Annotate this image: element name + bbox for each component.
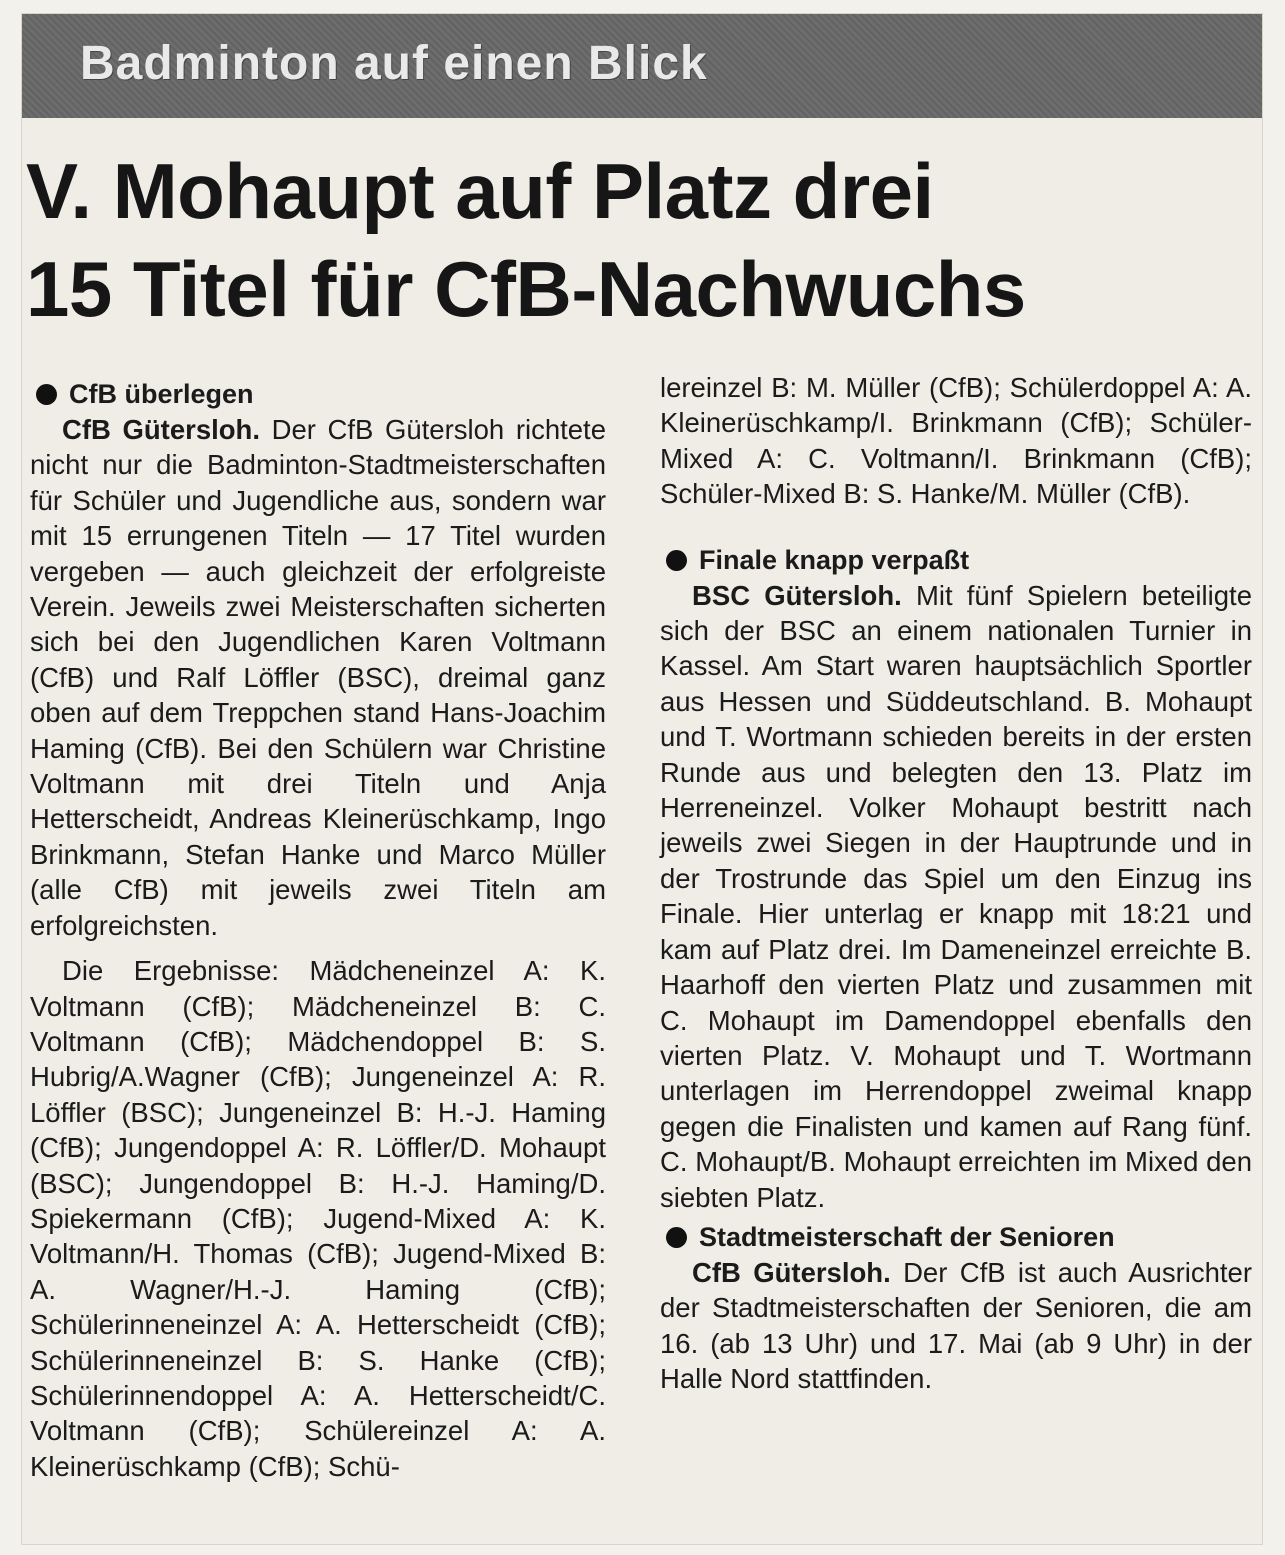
bullet-icon xyxy=(36,384,57,405)
dateline: CfB Gütersloh. xyxy=(62,414,260,445)
results-paragraph: Die Ergebnisse: Mädcheneinzel A: K. Voltmann (CfB); Mädcheneinzel B: C. Voltmann (CfB); Mädchendoppel B: S. Hubrig/A.Wagner (CfB); Jungeneinzel A: R. Löffler (BSC); Jungeneinzel B: H.-J. Haming (CfB); Jungendoppel A: R. Löffler/D. Mohaupt (BSC); Jungendoppel B: H.-J. Haming/D. Spiekermann (CfB); Jugend-Mixed A: K. Voltmann/H. Thomas (CfB); Jugend-Mixed B: A. Wagner/H.-J. Haming (CfB); Schülerinneneinzel A: A. Hetterscheidt (CfB); Schülerinneneinzel B: S. Hanke (CfB); Schülerinnendoppel A: A. Hetterscheidt/C. Voltmann (CfB); Schülereinzel A: A. Kleinerüschkamp (CfB); Schü- xyxy=(30,955,606,1482)
section-body-stadtmeisterschaft-senioren: CfB Gütersloh. Der CfB ist auch Ausrichter der Stadtmeisterschaften der Senioren, die am 16. (ab 13 Uhr) und 17. Mai (ab 9 Uhr) in der Halle Nord stattfinden. xyxy=(660,1256,1252,1395)
headline-line-1: V. Mohaupt auf Platz drei xyxy=(26,147,934,235)
kicker-title: Badminton auf einen Blick xyxy=(80,37,708,90)
kicker-bar xyxy=(22,14,1262,118)
headline xyxy=(26,142,1262,338)
dateline: CfB Gütersloh. xyxy=(692,1256,891,1288)
headline-line-2: 15 Titel für CfB-Nachwuchs xyxy=(26,245,1026,333)
section-title-cfb-ueberlegen: CfB überlegen xyxy=(30,376,606,412)
article-column-left xyxy=(30,376,606,1484)
section-body-finale-knapp-verpasst: BSC Gütersloh. Mit fünf Spielern beteiligte sich der BSC an einem nationalen Turnier in Kassel. Am Start waren hauptsächlich Sportler aus Hessen und Süddeutschland. B. Mohaupt und T. Wortmann schieden bereits in der ersten Runde aus und belegten den 13. Platz im Herreneinzel. Volker Mohaupt bestritt nach jeweils zwei Siegen in der Hauptrunde und in der Trostrunde das Spiel um den Einzug ins Finale. Hier unterlag er knapp mit 18:21 und kam auf Platz drei. Im Dameneinzel erreichte B. Haarhoff den vierten Platz und zusammen mit C. Mohaupt im Damendoppel ebenfalls den vierten Platz. V. Mohaupt und T. Wortmann unterlagen im Herrendoppel zweimal knapp gegen die Finalisten und kamen auf Rang fünf. C. Mohaupt/B. Mohaupt erreichten im Mixed den siebten Platz. xyxy=(660,579,1252,1213)
dateline: BSC Gütersloh. xyxy=(692,579,902,611)
section-title-finale-knapp-verpasst: Finale knapp verpaßt xyxy=(660,542,1252,578)
results-paragraph-continued: lereinzel B: M. Müller (CfB); Schülerdoppel A: A. Kleinerüschkamp/I. Brinkmann (CfB); Schüler-Mixed A: C. Voltmann/I. Brinkmann (CfB); Schüler-Mixed B: S. Hanke/M. Müller (CfB). xyxy=(660,372,1252,510)
bullet-icon xyxy=(666,550,687,571)
section-title-stadtmeisterschaft-senioren: Stadtmeisterschaft der Senioren xyxy=(660,1219,1252,1255)
newspaper-clipping xyxy=(22,14,1262,1544)
section-body-cfb-ueberlegen: CfB Gütersloh. Der CfB Gütersloh richtete nicht nur die Badminton-Stadtmeisterschaften für Schüler und Jugendliche aus, sondern war mit 15 errungenen Titeln — 17 Titel wurden vergeben — auch gleichzeit der erfolgreiste Verein. Jeweils zwei Meisterschaften sicherten sich bei den Jugendlichen Karen Voltmann (CfB) und Ralf Löffler (BSC), dreimal ganz oben auf dem Treppchen stand Hans-Joachim Haming (CfB). Bei den Schülern war Christine Voltmann mit drei Titeln und Anja Hetterscheidt, Andreas Kleinerüschkamp, Ingo Brinkmann, Stefan Hanke und Marco Müller (alle CfB) mit jeweils zwei Titeln am erfolgreichsten. xyxy=(30,414,606,941)
article-column-right xyxy=(660,370,1252,1397)
bullet-icon xyxy=(666,1227,687,1248)
